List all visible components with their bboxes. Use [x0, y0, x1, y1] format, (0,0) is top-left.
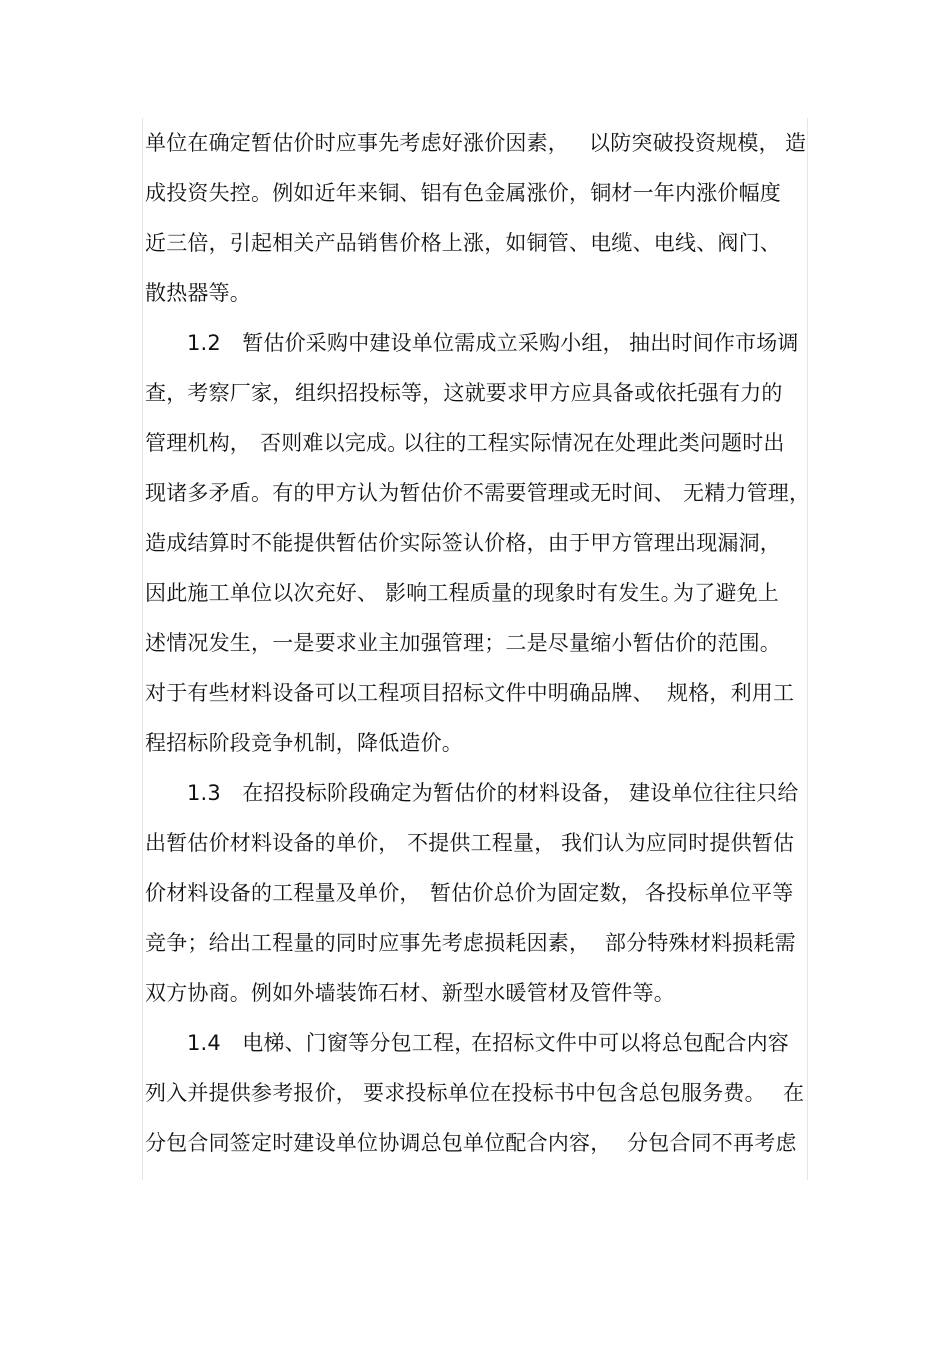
text-segment: 建设单位往往只给 — [629, 781, 799, 805]
text-segment: 1.2 暂估价采购中建设单位需成立采购小组， — [187, 331, 624, 355]
text-line — [145, 878, 806, 908]
text-segment: 程招标阶段竞争机制，降低造价。 — [145, 731, 463, 755]
text-line — [145, 378, 806, 408]
text-segment: 散热器等。 — [145, 281, 251, 305]
text-segment: 分包合同签定时建设单位协调总包单位配合内容， — [145, 1131, 612, 1155]
text-segment: 组织招投标等，这就要求甲方应具备或依托强有力的 — [295, 381, 783, 405]
text-segment: 暂估价总价为固定数， — [430, 881, 642, 905]
text-line — [187, 778, 806, 808]
text-segment: 因此施工单位以次充好、 — [145, 581, 379, 605]
text-segment: 双方协商。例如外墙装饰石材、新型水暖管材及管件等。 — [145, 981, 675, 1005]
text-line — [145, 178, 806, 208]
text-line — [145, 228, 806, 258]
text-segment: 出暂估价材料设备的单价， — [145, 831, 400, 855]
text-line — [145, 978, 806, 1008]
text-line — [145, 128, 806, 158]
text-segment: 要求投标单位在投标书中包含总包服务费。 — [363, 1081, 766, 1105]
text-line — [145, 678, 806, 708]
text-segment: 在招标文件中可以将总包配合内容 — [471, 1031, 789, 1055]
text-line — [145, 278, 806, 308]
text-segment: 列入并提供参考报价， — [145, 1081, 357, 1105]
text-segment: 查，考察厂家， — [145, 381, 294, 405]
text-segment: 规格，利用工 — [667, 681, 795, 705]
text-line — [145, 478, 811, 508]
text-segment: 以往的工程实际情况在处理此类问题时出 — [403, 431, 785, 455]
text-line — [145, 1128, 806, 1158]
text-line — [187, 328, 806, 358]
text-segment: 1.4 电梯、门窗等分包工程， — [187, 1031, 476, 1055]
text-segment: 述情况发生，一是要求业主加强管理；二是尽量缩小暂估价的范围。 — [145, 631, 781, 655]
text-segment: 造 — [785, 131, 807, 155]
text-line — [145, 928, 806, 958]
text-segment: 部分特殊材料损耗需 — [605, 931, 796, 955]
text-segment: 价材料设备的工程量及单价， — [145, 881, 421, 905]
text-line — [145, 528, 806, 558]
text-segment: 以防突破投资规模， — [589, 131, 780, 155]
text-segment: 对于有些材料设备可以工程项目招标文件中明确品牌、 — [145, 681, 654, 705]
text-line — [187, 1028, 806, 1058]
text-segment: 无精力管理， — [683, 481, 811, 505]
text-line — [145, 828, 806, 858]
text-line — [145, 578, 806, 608]
text-segment: 近三倍，引起相关产品销售价格上涨，如铜管、电缆、电线、阀门、 — [145, 231, 781, 255]
text-segment: 造成结算时不能提供暂估价实际签认价格，由于甲方管理出现漏洞， — [145, 531, 781, 555]
text-segment: 管理机构， — [145, 431, 251, 455]
text-line — [145, 428, 806, 458]
text-segment: 分包合同不再考虑 — [627, 1131, 797, 1155]
text-line — [145, 1078, 806, 1108]
text-segment: 现诸多矛盾。有的甲方认为暂估价不需要管理或无时间、 — [145, 481, 675, 505]
text-segment: 抽出时间作市场调 — [629, 331, 799, 355]
text-segment: 为了避免上 — [673, 581, 779, 605]
text-segment: 各投标单位平等 — [645, 881, 794, 905]
text-segment: 影响工程质量的现象时有发生。 — [385, 581, 682, 605]
text-segment: 在 — [783, 1081, 805, 1105]
text-segment: 单位在确定暂估价时应事先考虑好涨价因素， — [145, 131, 569, 155]
text-line — [145, 628, 806, 658]
text-segment: 竞争；给出工程量的同时应事先考虑损耗因素， — [145, 931, 591, 955]
text-segment: 1.3 在招投标阶段确定为暂估价的材料设备， — [187, 781, 624, 805]
text-segment: 我们认为应同时提供暂估 — [561, 831, 795, 855]
text-line — [145, 728, 806, 758]
text-segment: 不提供工程量， — [407, 831, 556, 855]
text-segment: 否则难以完成。 — [260, 431, 409, 455]
text-segment: 成投资失控。例如近年来铜、铝有色金属涨价，铜材一年内涨价幅度 — [145, 181, 781, 205]
